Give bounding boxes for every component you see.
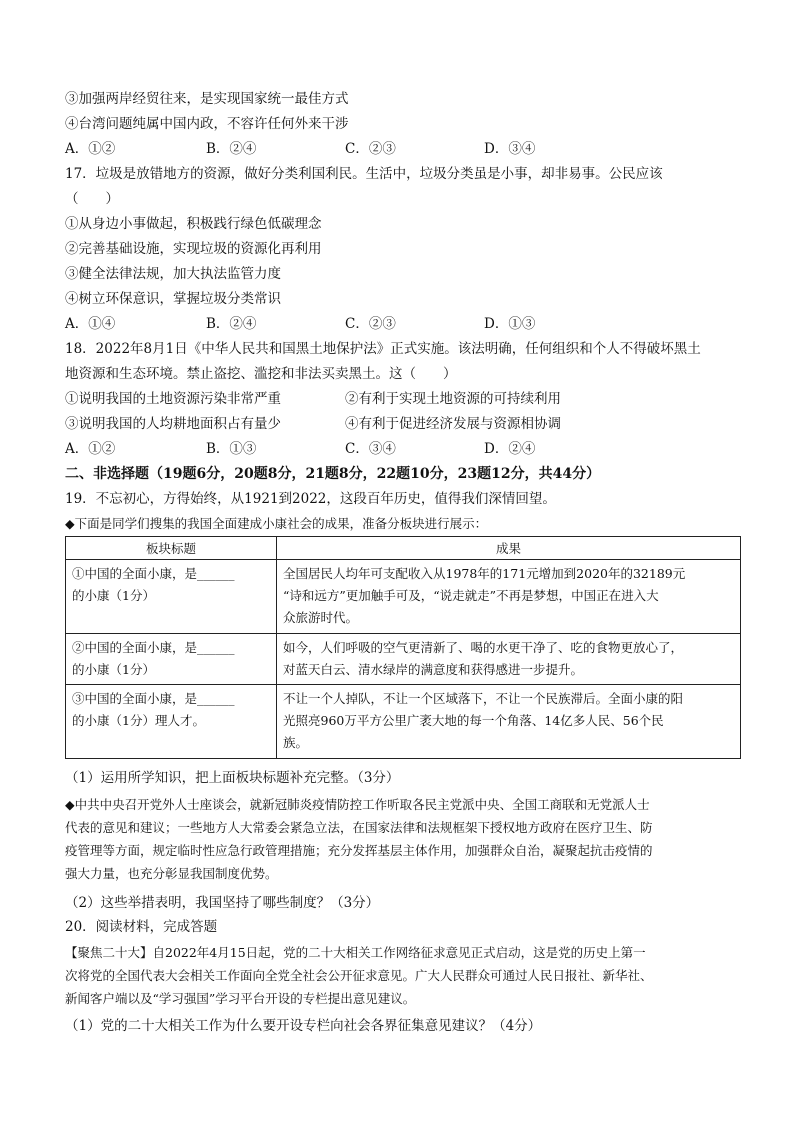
q18-option-3: ③说明我国的人均耕地面积占有量少 bbox=[65, 416, 281, 432]
choice-b: B．①③ bbox=[206, 441, 257, 457]
cell-line: 的小康（1分） bbox=[72, 662, 155, 677]
choice-a: A．①② bbox=[65, 441, 116, 457]
q19-intro: ◆下面是同学们搜集的我国全面建成小康社会的成果，准备分板块进行展示： bbox=[65, 516, 488, 531]
paragraph-line: 代表的意见和建议；一些地方人大常委会紧急立法，在国家法律和法规框架下授权地方政府在医疗卫生、防 bbox=[65, 820, 653, 835]
table-header-row bbox=[66, 537, 741, 560]
choice-d: D．①③ bbox=[484, 316, 536, 332]
choice-b: B．②④ bbox=[206, 141, 257, 157]
cell-line: 光照亮960万平方公里广袤大地的每一个角落、14亿多人民、56个民 bbox=[283, 713, 664, 728]
table-cell-result bbox=[277, 685, 741, 759]
blank-line: ③中国的全面小康，是______ bbox=[72, 691, 235, 706]
paragraph-line: 新闻客户端以及“学习强国”学习平台开设的专栏提出意见建议。 bbox=[65, 991, 416, 1006]
choice-d: D．②④ bbox=[484, 441, 536, 457]
q20-subquestion-1: （1）党的二十大相关工作为什么要开设专栏向社会各界征集意见建议？（4分） bbox=[65, 1018, 542, 1034]
table-cell-title bbox=[66, 685, 277, 759]
column-header-title: 板块标题 bbox=[66, 537, 277, 560]
blank-line: ②中国的全面小康，是______ bbox=[72, 640, 235, 655]
q19-subquestion-1: （1）运用所学知识，把上面板块标题补充完整。（3分） bbox=[65, 770, 400, 786]
choice-b: B．②④ bbox=[206, 316, 257, 332]
paragraph-line: ◆中共中央召开党外人士座谈会，就新冠肺炎疫情防控工作听取各民主党派中央、全国工商联和无党派人士 bbox=[65, 797, 650, 812]
table-row bbox=[66, 685, 741, 759]
q20-material-paragraph bbox=[65, 941, 741, 1010]
paragraph-line: 疫管理等方面，规定临时性应急行政管理措施；充分发挥基层主体作用，加强群众自治，凝聚起抗击疫情的 bbox=[65, 843, 653, 858]
section-heading: 二、非选择题（19题6分，20题8分，21题8分，22题10分，23题12分，共44分） bbox=[65, 466, 601, 482]
table-cell-result bbox=[277, 634, 741, 685]
cell-line: “诗和远方”更加触手可及，“说走就走”不再是梦想，中国正在进入大 bbox=[283, 588, 659, 603]
paragraph-line: 强大力量，也充分彰显我国制度优势。 bbox=[65, 866, 278, 881]
cell-line: 众旅游时代。 bbox=[283, 610, 359, 625]
q18-option-4: ④有利于促进经济发展与资源相协调 bbox=[345, 416, 561, 432]
paragraph-line: 次将党的全国代表大会相关工作面向全党全社会公开征求意见。广大人民群众可通过人民日报社、新华社、 bbox=[65, 968, 653, 983]
cell-line: 的小康（1分）理人才。 bbox=[72, 713, 205, 728]
q18-option-2: ②有利于实现土地资源的可持续利用 bbox=[345, 391, 561, 407]
achievements-table bbox=[65, 536, 741, 759]
table-cell-title bbox=[66, 560, 277, 634]
blank-line: ①中国的全面小康，是______ bbox=[72, 566, 235, 581]
q18-option-1: ①说明我国的土地资源污染非常严重 bbox=[65, 391, 281, 407]
q20-stem: 20．阅读材料，完成答题 bbox=[65, 919, 218, 935]
paragraph-line: 【聚焦二十大】自2022年4月15日起，党的二十大相关工作网络征求意见正式启动，这是党的历史上第一 bbox=[65, 945, 646, 960]
q19-stem: 19．不忘初心，方得始终，从1921到2022，这段百年历史，值得我们深情回望。 bbox=[65, 491, 556, 507]
cell-line: 全国居民人均年可支配收入从1978年的171元增加到2020年的32189元 bbox=[283, 566, 686, 581]
table-row bbox=[66, 634, 741, 685]
q17-option-2: ②完善基础设施，实现垃圾的资源化再利用 bbox=[65, 241, 322, 257]
cell-line: 对蓝天白云、清水绿岸的满意度和获得感进一步提升。 bbox=[283, 662, 584, 677]
choice-c: C．②③ bbox=[345, 141, 396, 157]
choice-c: C．②③ bbox=[345, 316, 396, 332]
q18-stem-line2: 地资源和生态环境。禁止盗挖、滥挖和非法买卖黑土。这（ ） bbox=[65, 366, 457, 382]
cell-line: 族。 bbox=[283, 735, 309, 750]
table-row bbox=[66, 560, 741, 634]
q16-option-3: ③加强两岸经贸往来，是实现国家统一最佳方式 bbox=[65, 91, 349, 107]
choice-d: D．③④ bbox=[484, 141, 536, 157]
choice-c: C．③④ bbox=[345, 441, 396, 457]
q17-answer-paren: （ ） bbox=[65, 191, 119, 207]
q19-subquestion-2: （2）这些举措表明，我国坚持了哪些制度？（3分） bbox=[65, 895, 380, 911]
choice-a: A．①② bbox=[65, 141, 116, 157]
q17-stem: 17．垃圾是放错地方的资源，做好分类利国利民。生活中，垃圾分类虽是小事，却非易事。公民应该 bbox=[65, 166, 663, 182]
q17-option-4: ④树立环保意识，掌握垃圾分类常识 bbox=[65, 291, 281, 307]
column-header-result: 成果 bbox=[277, 537, 741, 560]
q17-option-3: ③健全法律法规，加大执法监管力度 bbox=[65, 266, 281, 282]
cell-line: 的小康（1分） bbox=[72, 588, 155, 603]
table-cell-result bbox=[277, 560, 741, 634]
q19-material-paragraph bbox=[65, 793, 741, 885]
cell-line: 如今，人们呼吸的空气更清新了、喝的水更干净了、吃的食物更放心了， bbox=[283, 640, 684, 655]
table-cell-title bbox=[66, 634, 277, 685]
q18-stem-line1: 18．2022年8月1日《中华人民共和国黑土地保护法》正式实施。该法明确，任何组织和个人不得破坏黑土 bbox=[65, 341, 701, 357]
q17-option-1: ①从身边小事做起，积极践行绿色低碳理念 bbox=[65, 216, 322, 232]
choice-a: A．①④ bbox=[65, 316, 116, 332]
cell-line: 不让一个人掉队，不让一个区域落下，不让一个民族滞后。全面小康的阳 bbox=[283, 691, 684, 706]
q16-option-4: ④台湾问题纯属中国内政，不容许任何外来干涉 bbox=[65, 116, 349, 132]
